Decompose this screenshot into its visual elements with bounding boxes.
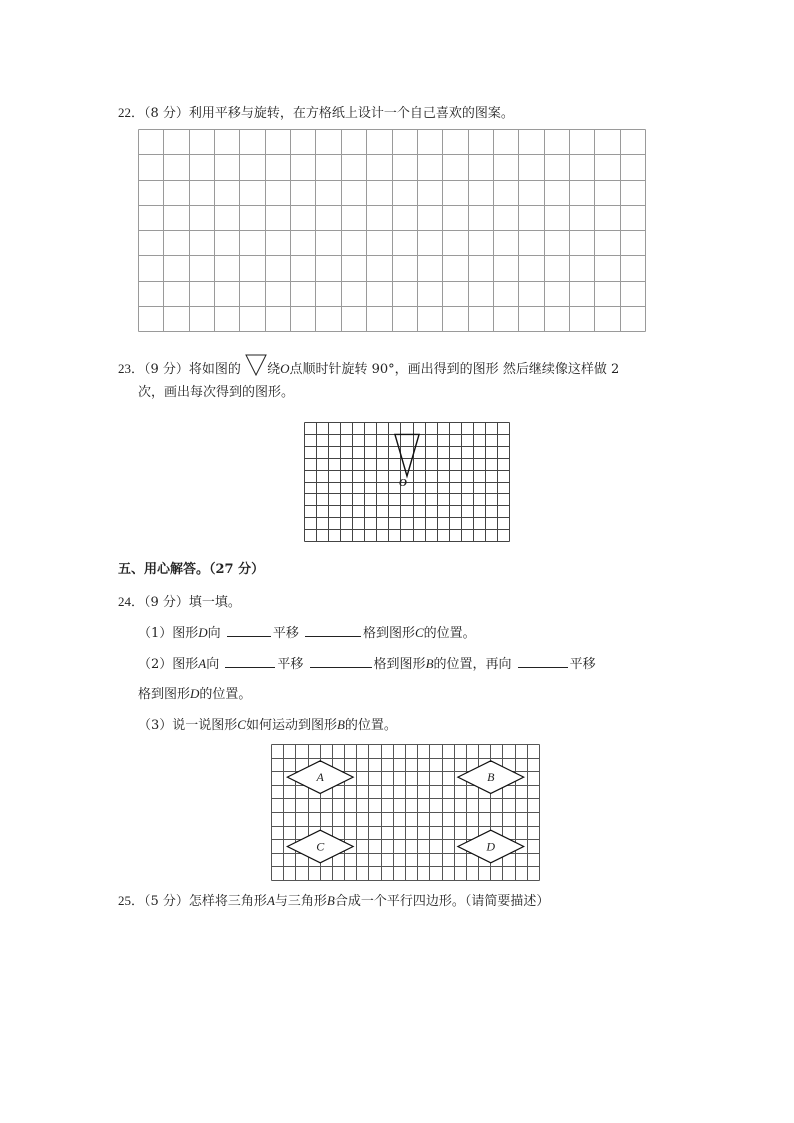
translation-grid-24[interactable] bbox=[271, 744, 540, 881]
q23-score: （9 分） bbox=[144, 362, 189, 377]
q23-line1 bbox=[118, 354, 619, 379]
q25-text-a: 怎样将三角形 bbox=[188, 894, 267, 909]
p2-b: 向 bbox=[206, 657, 220, 672]
rhombus-label-c: C bbox=[316, 839, 325, 854]
q24-part1 bbox=[138, 624, 476, 643]
q23-text-d: 然后继续像这样做 2 bbox=[502, 362, 620, 377]
p2-l2-a: 格到图形 bbox=[138, 687, 191, 702]
p1-e: 的位置。 bbox=[423, 626, 476, 641]
inline-triangle-icon bbox=[245, 354, 267, 376]
p2-f: 平移 bbox=[569, 657, 596, 672]
grid-lines bbox=[305, 423, 510, 542]
p3-c: 的位置。 bbox=[344, 718, 397, 733]
rhombus-label-d: D bbox=[486, 839, 496, 854]
q23-text-b: 绕 bbox=[267, 362, 281, 377]
q23-text-a: 将如图的 bbox=[188, 362, 241, 377]
grid-lines bbox=[139, 130, 646, 332]
rhombus-label-b: B bbox=[487, 770, 495, 785]
p2-fig3: D bbox=[190, 686, 200, 701]
blank-p1-direction[interactable] bbox=[227, 624, 271, 637]
q24-body: 填一填。 bbox=[188, 595, 241, 610]
q25-fig-b: B bbox=[326, 893, 335, 908]
p2-fig: A bbox=[198, 656, 207, 671]
point-o-label: O bbox=[399, 477, 407, 489]
p1-c: 平移 bbox=[272, 626, 299, 641]
q25-number: 25． bbox=[118, 893, 145, 908]
q22-text bbox=[118, 104, 514, 123]
p3-fig: C bbox=[237, 717, 246, 732]
p3-fig2: B bbox=[336, 717, 345, 732]
q23-line2: 次，画出每次得到的图形。 bbox=[138, 385, 295, 400]
q24-part2-line2 bbox=[138, 685, 251, 704]
p2-e: 的位置，再向 bbox=[433, 657, 512, 672]
q23-number: 23． bbox=[118, 361, 145, 376]
q25-fig-a: A bbox=[266, 893, 275, 908]
rotation-triangle bbox=[395, 434, 419, 476]
blank-p2-direction2[interactable] bbox=[518, 655, 568, 668]
p3-a: （3）说一说图形 bbox=[138, 718, 238, 733]
p1-a: （1）图形 bbox=[138, 626, 199, 641]
blank-p1-count[interactable] bbox=[305, 624, 361, 637]
p2-c: 平移 bbox=[277, 657, 304, 672]
q25-score: （5 分） bbox=[144, 894, 189, 909]
q24-heading bbox=[118, 593, 241, 612]
p2-fig2: B bbox=[425, 656, 434, 671]
p2-l2-b: 的位置。 bbox=[199, 687, 252, 702]
p1-fig: D bbox=[198, 625, 208, 640]
p1-b: 向 bbox=[207, 626, 221, 641]
p1-fig2: C bbox=[415, 625, 424, 640]
p1-d: 格到图形 bbox=[362, 626, 415, 641]
grid-paper-22[interactable] bbox=[138, 129, 646, 332]
rotation-grid-23[interactable] bbox=[304, 422, 510, 542]
q25-text-b: 与三角形 bbox=[274, 894, 327, 909]
q23-text-c: 点顺时针旋转 90°，画出得到的图形 bbox=[289, 362, 499, 377]
q23-point: O bbox=[280, 361, 290, 376]
p2-d: 格到图形 bbox=[373, 657, 426, 672]
rhombus-label-a: A bbox=[316, 770, 324, 785]
q25-text-c: 合成一个平行四边形。（请简要描述） bbox=[334, 894, 550, 909]
q24-part2 bbox=[138, 655, 596, 674]
section-title: 五、用心解答。（27 分） bbox=[118, 562, 265, 577]
q25-text bbox=[118, 892, 549, 911]
q24-part3 bbox=[138, 716, 397, 735]
q22-number: 22． bbox=[118, 105, 145, 120]
blank-p2-direction[interactable] bbox=[225, 655, 275, 668]
p3-b: 如何运动到图形 bbox=[245, 718, 337, 733]
q22-score: （8 分） bbox=[144, 106, 189, 121]
blank-p2-count[interactable] bbox=[310, 655, 372, 668]
q22-body: 利用平移与旋转，在方格纸上设计一个自己喜欢的图案。 bbox=[188, 106, 514, 121]
q24-score: （9 分） bbox=[144, 595, 189, 610]
p2-a: （2）图形 bbox=[138, 657, 199, 672]
q24-number: 24． bbox=[118, 594, 145, 609]
